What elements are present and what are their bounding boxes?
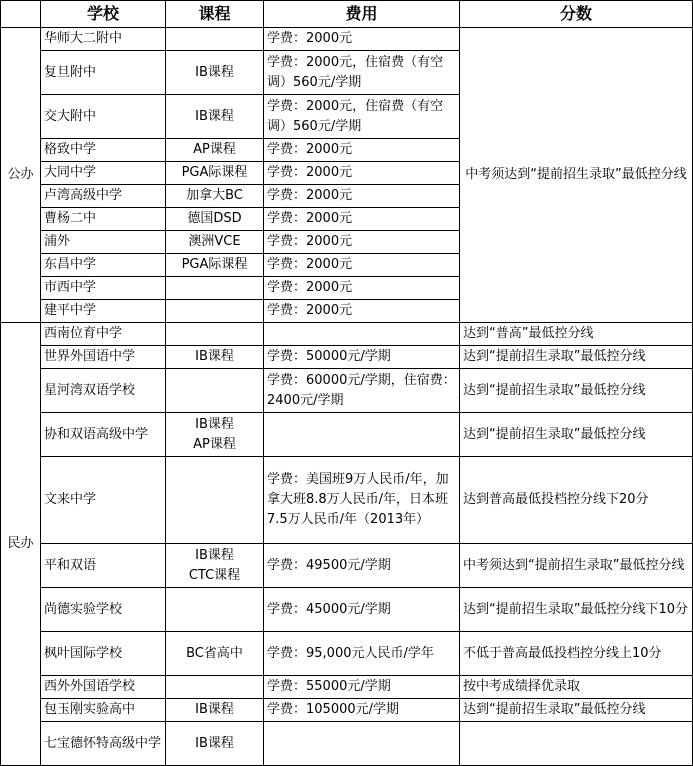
header-row [1,1,693,28]
course-cell [166,457,264,544]
header-fee: 费用 [264,1,460,28]
school-name: 枫叶国际学校 [41,632,166,676]
fee-cell: 学费：2000元 [264,185,460,208]
school-name: 格致中学 [41,139,166,162]
course-cell [166,588,264,632]
course-cell [166,28,264,51]
header-school: 学校 [41,1,166,28]
score-cell: 达到“提前招生录取”最低控分线 [460,413,693,457]
header-course: 课程 [166,1,264,28]
school-name: 平和双语 [41,544,166,588]
score-cell: 中考须达到“提前招生录取”最低控分线 [460,544,693,588]
score-cell: 不低于普高最低投档控分线上10分 [460,632,693,676]
fee-cell: 学费：105000元/学期 [264,699,460,722]
table-row [1,28,693,51]
fee-cell: 学费：60000元/学期，住宿费：2400元/学期 [264,369,460,413]
course-cell: IB课程 [166,346,264,369]
course-cell: IB课程 [166,699,264,722]
school-name: 世界外国语中学 [41,346,166,369]
table-row [1,413,693,457]
table-row [1,457,693,544]
school-name: 包玉刚实验高中 [41,699,166,722]
score-cell: 达到“普高”最低控分线 [460,323,693,346]
school-name: 协和双语高级中学 [41,413,166,457]
school-name: 东昌中学 [41,254,166,277]
course-cell [166,323,264,346]
school-name: 市西中学 [41,277,166,300]
course-cell: 澳洲VCE [166,231,264,254]
table-row [1,323,693,346]
fee-cell: 学费：55000元/学期 [264,676,460,699]
fee-cell: 学费：美国班9万人民币/年，加拿大班8.8万人民币/年，日本班7.5万人民币/年（2013年） [264,457,460,544]
course-cell: AP课程 [166,139,264,162]
fee-cell: 学费：2000元 [264,162,460,185]
fee-cell: 学费：2000元 [264,28,460,51]
table-row [1,699,693,722]
fee-cell [264,323,460,346]
school-name: 浦外 [41,231,166,254]
school-name: 交大附中 [41,95,166,139]
score-cell: 按中考成绩择优录取 [460,676,693,699]
fee-cell: 学费：95,000元人民币/学年 [264,632,460,676]
score-cell: 达到“提前招生录取”最低控分线 [460,369,693,413]
course-cell: PGA际课程 [166,254,264,277]
fee-cell [264,413,460,457]
course-cell: PGA际课程 [166,162,264,185]
course-cell: 加拿大BC [166,185,264,208]
table-body [1,28,693,766]
fee-cell: 学费：45000元/学期 [264,588,460,632]
fee-cell: 学费：49500元/学期 [264,544,460,588]
course-cell: IB课程 CTC课程 [166,544,264,588]
school-name: 复旦附中 [41,51,166,95]
fee-cell: 学费：2000元 [264,277,460,300]
table-row [1,346,693,369]
header-score: 分数 [460,1,693,28]
course-cell: IB课程 [166,722,264,766]
score-cell: 达到普高最低投档控分线下20分 [460,457,693,544]
score-cell [460,722,693,766]
fee-cell: 学费：2000元 [264,231,460,254]
fee-cell: 学费：2000元 [264,300,460,323]
school-name: 曹杨二中 [41,208,166,231]
score-public: 中考须达到“提前招生录取”最低控分线 [460,28,693,323]
course-cell: IB课程 [166,95,264,139]
school-name: 尚德实验学校 [41,588,166,632]
category-public: 公办 [1,28,41,323]
table-row [1,676,693,699]
fee-cell: 学费：50000元/学期 [264,346,460,369]
category-private: 民办 [1,323,41,766]
score-cell: 达到“提前招生录取”最低控分线 [460,699,693,722]
fee-cell: 学费：2000元 [264,254,460,277]
fee-cell [264,722,460,766]
header-blank [1,1,41,28]
table-row [1,588,693,632]
table-row [1,632,693,676]
school-name: 西外外国语学校 [41,676,166,699]
fee-cell: 学费：2000元，住宿费（有空调）560元/学期 [264,95,460,139]
school-name: 大同中学 [41,162,166,185]
table-row [1,544,693,588]
table-row [1,369,693,413]
course-cell [166,369,264,413]
course-cell: IB课程 [166,51,264,95]
school-name: 文来中学 [41,457,166,544]
course-cell [166,277,264,300]
table-row [1,722,693,766]
school-name: 星河湾双语学校 [41,369,166,413]
school-name: 卢湾高级中学 [41,185,166,208]
course-cell: 德国DSD [166,208,264,231]
course-cell [166,676,264,699]
score-cell: 达到“提前招生录取”最低控分线下10分 [460,588,693,632]
course-cell [166,300,264,323]
fee-cell: 学费：2000元 [264,139,460,162]
school-name: 七宝德怀特高级中学 [41,722,166,766]
fee-cell: 学费：2000元 [264,208,460,231]
school-name: 建平中学 [41,300,166,323]
school-name: 华师大二附中 [41,28,166,51]
school-name: 西南位育中学 [41,323,166,346]
fee-cell: 学费：2000元，住宿费（有空调）560元/学期 [264,51,460,95]
score-cell: 达到“提前招生录取”最低控分线 [460,346,693,369]
course-cell: BC省高中 [166,632,264,676]
course-cell: IB课程 AP课程 [166,413,264,457]
